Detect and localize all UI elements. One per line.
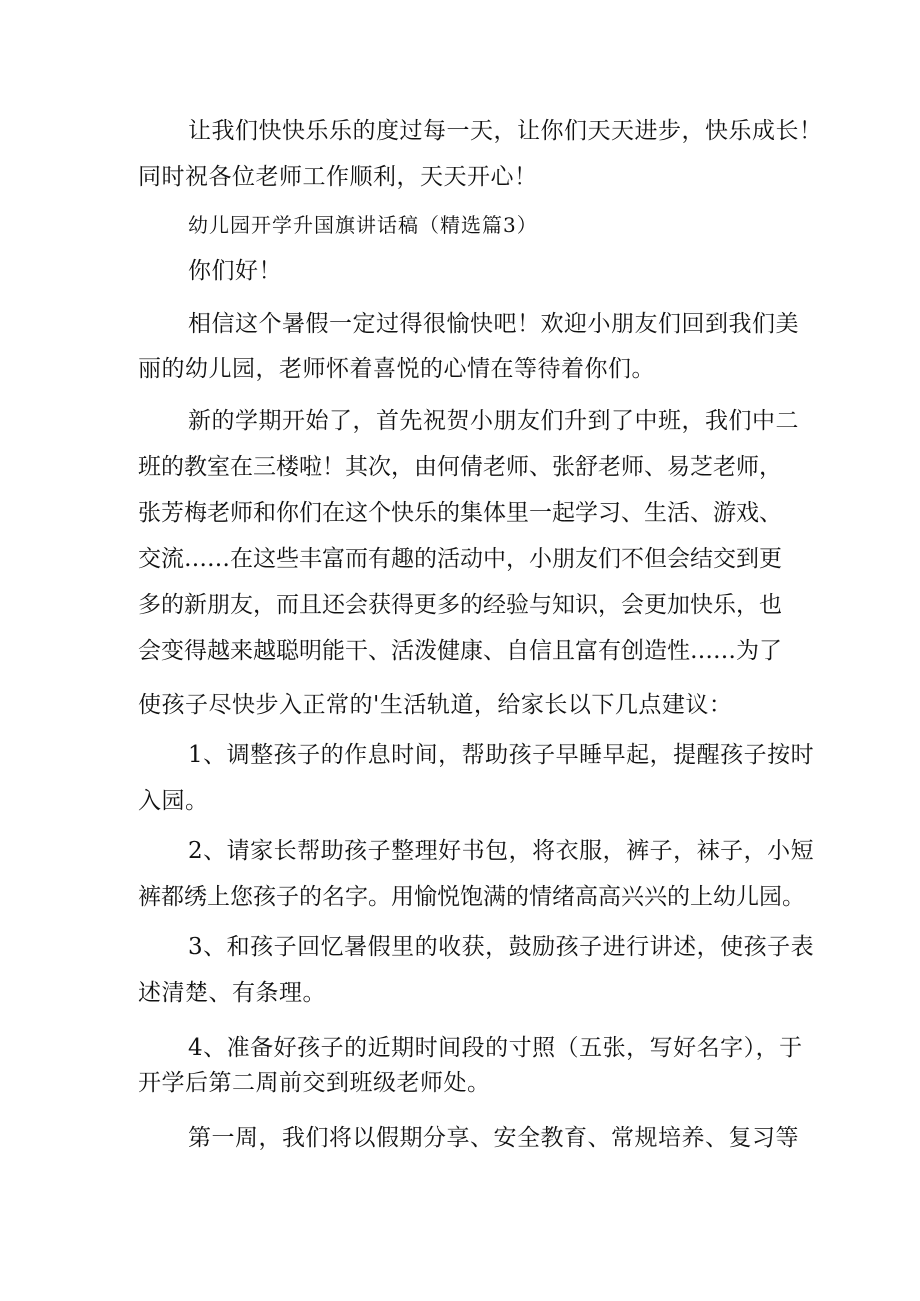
suggestion-1-line-2: 入园。 xyxy=(138,788,209,814)
text-line-12: 会变得越来越聪明能干、活泼健康、自信且富有创造性……为了 xyxy=(138,638,782,664)
text-line-5: 相信这个暑假一定过得很愉快吧！欢迎小朋友们回到我们美 xyxy=(188,311,799,337)
suggestion-4-line-2: 开学后第二周前交到班级老师处。 xyxy=(138,1070,491,1096)
suggestion-1-line-1: 1、调整孩子的作息时间，帮助孩子早睡早起，提醒孩子按时 xyxy=(188,742,815,768)
text-line-13: 使孩子尽快步入正常的'生活轨道，给家长以下几点建议： xyxy=(138,692,733,718)
section-heading: 幼儿园开学升国旗讲话稿（精选篇3） xyxy=(188,213,538,237)
text-line-22: 第一周，我们将以假期分享、安全教育、常规培养、复习等 xyxy=(188,1125,799,1151)
suggestion-4-line-1: 4、准备好孩子的近期时间段的寸照（五张，写好名字），于 xyxy=(188,1035,803,1061)
suggestion-3-line-1: 3、和孩子回忆暑假里的收获，鼓励孩子进行讲述，使孩子表 xyxy=(188,934,815,960)
text-line-7: 新的学期开始了，首先祝贺小朋友们升到了中班，我们中二 xyxy=(188,408,799,434)
suggestion-2-line-1: 2、请家长帮助孩子整理好书包，将衣服，裤子，袜子，小短 xyxy=(188,838,815,864)
text-line-1: 让我们快快乐乐的度过每一天，让你们天天进步，快乐成长！ xyxy=(188,118,823,144)
text-line-11: 多的新朋友，而且还会获得更多的经验与知识，会更加快乐，也 xyxy=(138,592,782,618)
text-line-6: 丽的幼儿园，老师怀着喜悦的心情在等待着你们。 xyxy=(138,356,655,382)
text-line-10: 交流……在这些丰富而有趣的活动中，小朋友们不但会结交到更 xyxy=(138,546,782,572)
text-line-9: 张芳梅老师和你们在这个快乐的集体里一起学习、生活、游戏、 xyxy=(138,500,782,526)
suggestion-3-line-2: 述清楚、有条理。 xyxy=(138,980,326,1006)
greeting-line: 你们好！ xyxy=(188,258,282,284)
text-line-8: 班的教室在三楼啦！其次，由何倩老师、张舒老师、易芝老师， xyxy=(138,454,782,480)
suggestion-2-line-2: 裤都绣上您孩子的名字。用愉悦饱满的情绪高高兴兴的上幼儿园。 xyxy=(138,884,805,910)
text-line-2: 同时祝各位老师工作顺利，天天开心！ xyxy=(138,164,538,190)
